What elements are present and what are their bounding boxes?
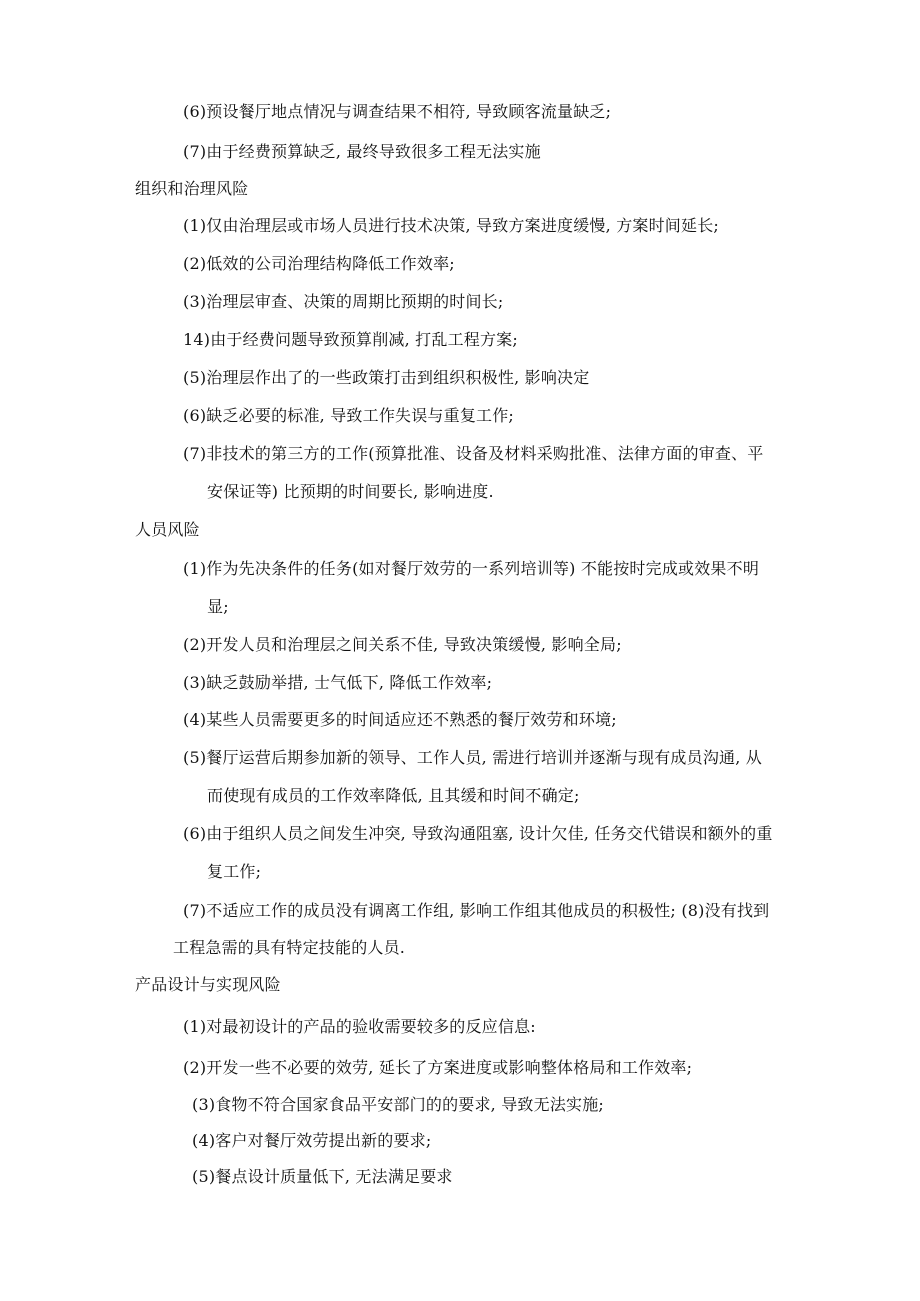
text-line: (5)餐点设计质量低下, 无法满足要求 bbox=[192, 1167, 453, 1186]
text-line: (7)非技术的第三方的工作(预算批准、设备及材料采购批准、法律方面的审查、平 bbox=[183, 444, 764, 463]
section-heading: 产品设计与实现风险 bbox=[135, 975, 281, 994]
text-line: (5)餐厅运营后期参加新的领导、工作人员, 需进行培训并逐渐与现有成员沟通, 从 bbox=[183, 748, 763, 767]
text-line: 14)由于经费问题导致预算削减, 打乱工程方案; bbox=[183, 330, 518, 349]
text-line-continuation: 安保证等) 比预期的时间要长, 影响进度. bbox=[207, 482, 494, 501]
text-line: (2)开发一些不必要的效劳, 延长了方案进度或影响整体格局和工作效率; bbox=[183, 1058, 693, 1077]
text-line: (7)由于经费预算缺乏, 最终导致很多工程无法实施 bbox=[183, 142, 541, 161]
text-line: (2)开发人员和治理层之间关系不佳, 导致决策缓慢, 影响全局; bbox=[183, 635, 622, 654]
text-line: (3)缺乏鼓励举措, 士气低下, 降低工作效率; bbox=[183, 673, 493, 692]
section-heading: 人员风险 bbox=[135, 520, 200, 539]
text-line-continuation: 复工作; bbox=[207, 862, 262, 881]
text-line: (1)作为先决条件的任务(如对餐厅效劳的一系列培训等) 不能按时完成或效果不明 bbox=[183, 559, 760, 578]
text-line: (4)客户对餐厅效劳提出新的要求; bbox=[192, 1131, 432, 1150]
text-line-continuation: 显; bbox=[207, 597, 229, 616]
text-line: (5)治理层作出了的一些政策打击到组织积极性, 影响决定 bbox=[183, 368, 590, 387]
text-line: (6)缺乏必要的标准, 导致工作失误与重复工作; bbox=[183, 406, 515, 425]
text-line: (3)治理层审查、决策的周期比预期的时间长; bbox=[183, 292, 504, 311]
text-line: (7)不适应工作的成员没有调离工作组, 影响工作组其他成员的积极性; (8)没有找到 bbox=[183, 901, 770, 920]
text-line: (2)低效的公司治理结构降低工作效率; bbox=[183, 254, 455, 273]
text-line-continuation: 工程急需的具有特定技能的人员. bbox=[173, 938, 406, 957]
section-heading: 组织和治理风险 bbox=[135, 179, 249, 198]
text-line: (6)由于组织人员之间发生冲突, 导致沟通阻塞, 设计欠佳, 任务交代错误和额外的重 bbox=[183, 824, 773, 843]
text-line-continuation: 而使现有成员的工作效率降低, 且其缓和时间不确定; bbox=[207, 786, 580, 805]
text-line: (3)食物不符合国家食品平安部门的的要求, 导致无法实施; bbox=[192, 1095, 605, 1114]
text-line: (1)对最初设计的产品的验收需要较多的反应信息: bbox=[183, 1017, 536, 1036]
text-line: (4)某些人员需要更多的时间适应还不熟悉的餐厅效劳和环境; bbox=[183, 710, 617, 729]
text-line: (6)预设餐厅地点情况与调查结果不相符, 导致顾客流量缺乏; bbox=[183, 102, 612, 121]
text-line: (1)仅由治理层或市场人员进行技术决策, 导致方案进度缓慢, 方案时间延长; bbox=[183, 216, 719, 235]
